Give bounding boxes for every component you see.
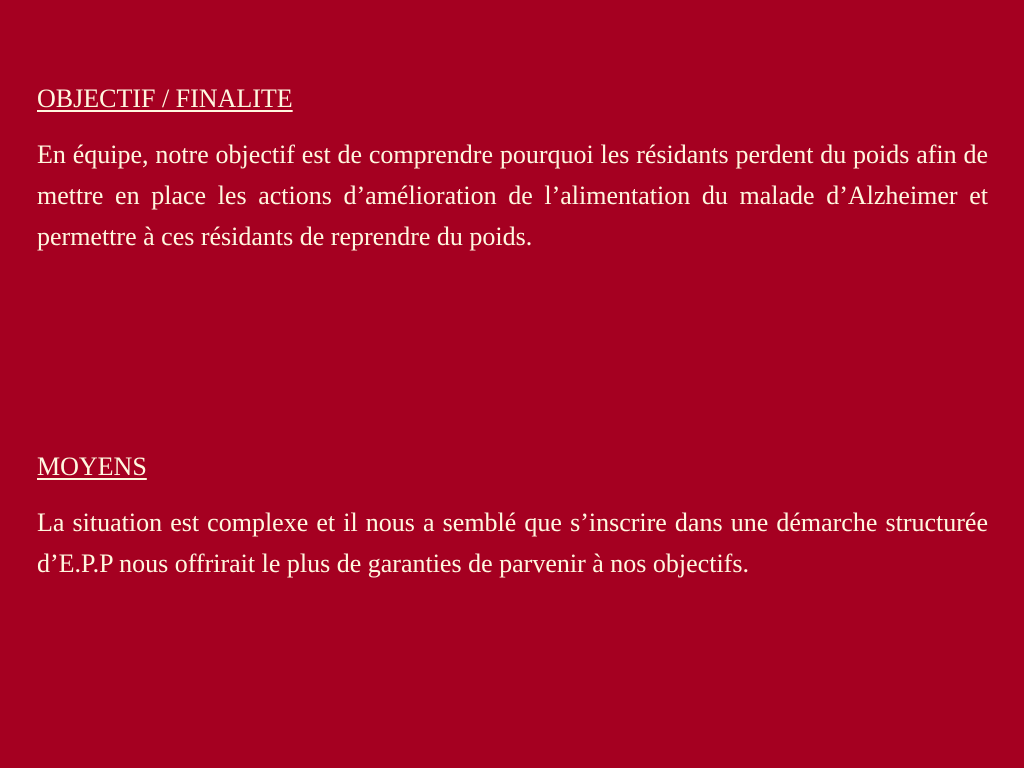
moyens-paragraph: La situation est complexe et il nous a semblé que s’inscrire dans une démarche structurée d’E.P.P nous offrirait le plus de garanties de parvenir à nos objectifs. bbox=[37, 508, 988, 578]
moyens-heading: MOYENS bbox=[37, 452, 147, 481]
objectif-heading: OBJECTIF / FINALITE bbox=[37, 84, 293, 113]
objectif-section bbox=[37, 82, 988, 257]
objectif-paragraph: En équipe, notre objectif est de comprendre pourquoi les résidants perdent du poids afin de mettre en place les actions d’amélioration de l’alimentation du malade d’Alzheimer et permettre à ces résidants de reprendre du poids. bbox=[37, 140, 988, 251]
moyens-section bbox=[37, 450, 988, 584]
